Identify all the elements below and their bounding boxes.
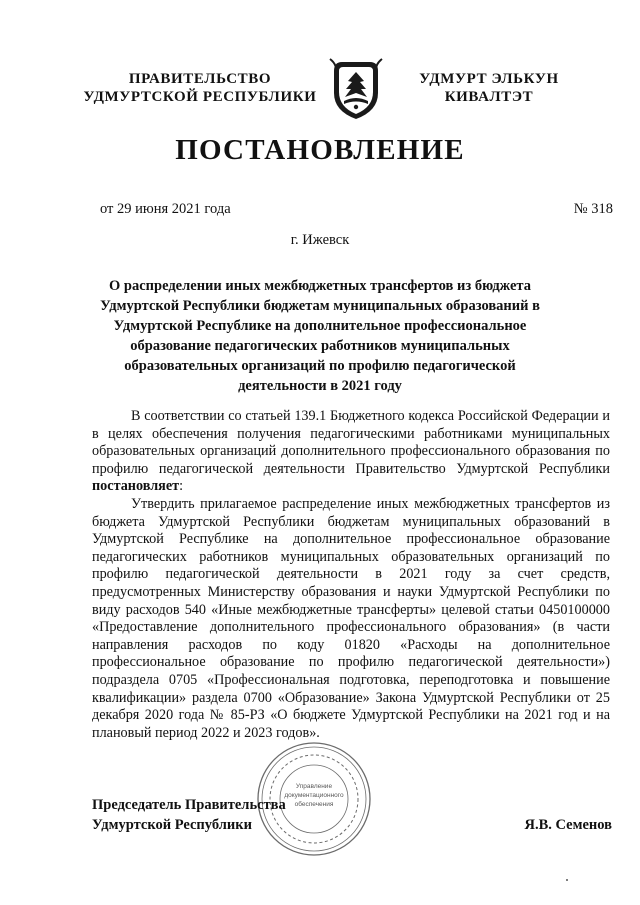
stamp-line: Управление <box>295 783 333 790</box>
subject-line: образовательных организаций по профилю педагогической <box>124 358 516 374</box>
document-body <box>92 408 610 742</box>
government-title-line1: ПРАВИТЕЛЬСТВО <box>128 71 272 87</box>
stamp-line: обеспечения <box>294 801 334 808</box>
signatory-position <box>92 795 286 835</box>
decree-keyword: постановляет <box>92 478 180 495</box>
signatory-name: Я.В. Семенов <box>524 817 612 833</box>
header-right <box>404 70 574 106</box>
signatory-position-line2: Удмуртской Республики <box>92 817 252 833</box>
government-title-udmurt-line1: УДМУРТ ЭЛЬКУН <box>419 71 559 87</box>
udmurt-coat-of-arms-icon <box>328 57 384 121</box>
signatory-position-line1: Председатель Правительства <box>92 797 286 813</box>
subject-line: О распределении иных межбюджетных трансфертов из бюджета <box>109 278 531 294</box>
preamble-text: В соответствии со статьей 139.1 Бюджетного кодекса Российской Федерации и в целях обеспечения получения педагогическими работниками муниципальных образовательных организаций дополнительного профессионального образования по профилю педагогической деятельности Правительство Удмуртской Республики <box>92 408 610 477</box>
government-title-line2: УДМУРТСКОЙ РЕСПУБЛИКИ <box>83 89 317 105</box>
document-date: от 29 июня 2021 года <box>100 201 231 217</box>
document-type-title: ПОСТАНОВЛЕНИЕ <box>175 134 465 166</box>
document-city: г. Ижевск <box>290 232 350 248</box>
stamp-line: документационного <box>284 792 344 799</box>
subject-line: образование педагогических работников муниципальных <box>130 338 510 354</box>
header-left <box>80 70 320 106</box>
subject-line: Удмуртской Республике на дополнительное профессиональное <box>113 318 527 334</box>
scan-dot <box>566 879 568 881</box>
subject-line: деятельности в 2021 году <box>238 378 402 394</box>
paragraph-preamble <box>92 408 610 496</box>
paragraph-resolution: Утвердить прилагаемое распределение иных межбюджетных трансфертов из бюджета Удмуртской Республики бюджетам муниципальных образований в Удмуртской Республике на дополнительное профессиональное образование педагогических работников муниципальных образовательных организаций по профилю педагогической деятельности в 2021 году за счет средств, предусмотренных Министерству образования и науки Удмуртской Республики по виду расходов 540 «Иные межбюджетные трансферты» целевой статьи 0450100000 «Предоставление дополнительного профессионального образования» (в части направления расходов по коду 01820 «Расходы на дополнительное профессиональное образование по профилю педагогической деятельности») подраздела 0705 «Профессиональная подготовка, переподготовка и повышение квалификации» раздела 0700 «Образование» Закона Удмуртской Республики от 25 декабря 2020 года № 85-РЗ «О бюджете Удмуртской Республики на 2021 год и на плановый период 2022 и 2023 годов». <box>92 495 610 741</box>
government-title-udmurt-line2: КИВАЛТЭТ <box>444 89 534 105</box>
document-subject <box>80 276 560 396</box>
document-number: № 318 <box>573 201 613 217</box>
preamble-colon: : <box>179 478 184 495</box>
subject-line: Удмуртской Республики бюджетам муниципальных образований в <box>100 298 540 314</box>
stamp-inner-text <box>282 782 346 809</box>
